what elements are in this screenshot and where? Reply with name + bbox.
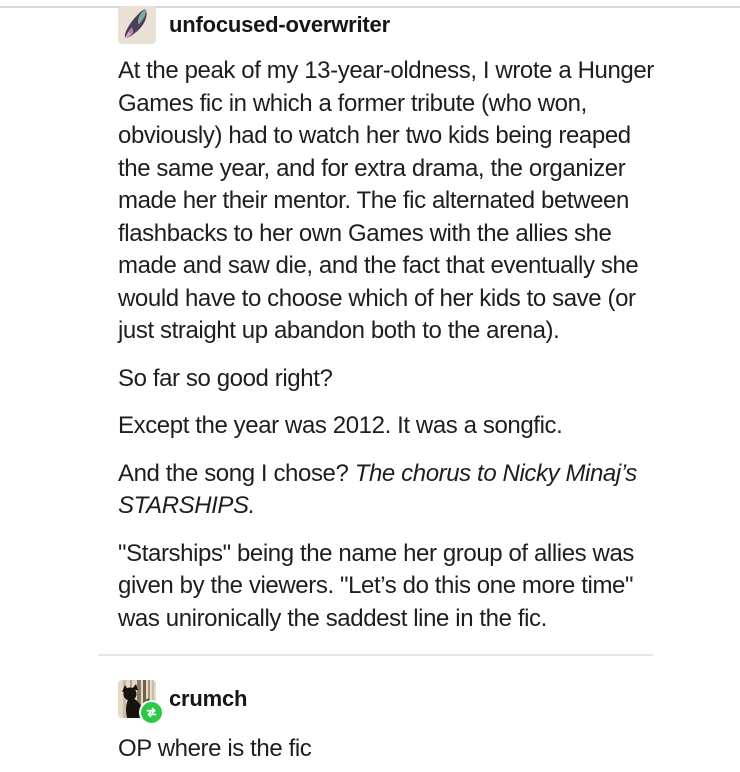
reblog-header	[118, 680, 700, 718]
top-divider	[0, 6, 740, 8]
post-container	[0, 6, 740, 766]
post-text-line: Except the year was 2012. It was a songfic.	[118, 412, 563, 439]
post-paragraph	[118, 538, 700, 636]
reblog-author-username[interactable]: crumch	[169, 686, 248, 711]
post-text-line: the same year, and for extra drama, the organizer	[118, 154, 626, 182]
post-text-line: So far so good right?	[118, 364, 333, 392]
reblog-arrows-glyph	[144, 705, 159, 720]
post-paragraph	[118, 458, 700, 523]
post-header	[118, 6, 700, 44]
post-text-line: obviously) had to watch her two kids being reaped	[118, 122, 631, 149]
post-text-line: would have to choose which of her kids to save (or	[118, 284, 636, 312]
post-text-line: was unironically the saddest line in the fic.	[118, 604, 547, 632]
reblog-icon	[139, 700, 164, 725]
post-text-line: STARSHIPS.	[118, 492, 255, 519]
post-text-line: just straight up abandon both to the arena).	[118, 317, 560, 344]
post-text-line: flashbacks to her own Games with the allies she	[118, 219, 612, 247]
post-text-line: given by the viewers. "Let’s do this one more time"	[118, 572, 634, 599]
post-text-line: OP where is the fic	[118, 735, 312, 762]
post-text-line: Games fic in which a former tribute (who won,	[118, 89, 587, 117]
post-author-username[interactable]: unfocused-overwriter	[169, 12, 390, 37]
post-text-line: At the peak of my 13-year-oldness, I wrote a Hunger	[118, 57, 654, 84]
post-divider	[98, 654, 653, 656]
post-paragraph	[118, 363, 700, 396]
post-body	[118, 55, 700, 635]
avatar[interactable]	[118, 680, 156, 718]
post-paragraph	[118, 55, 700, 348]
post-text-line: made and saw die, and the fact that eventually she	[118, 252, 639, 279]
post-text-line: made her their mentor. The fic alternated between	[118, 187, 629, 214]
feather-art-avatar-image	[118, 6, 156, 44]
reblog-comment	[118, 733, 700, 766]
post-paragraph	[118, 410, 700, 443]
post-text-line: "Starships" being the name her group of allies was	[118, 539, 635, 567]
avatar[interactable]	[118, 6, 156, 44]
post-text-line: And the song I chose? The chorus to Nicky Minaj’s	[118, 459, 637, 487]
